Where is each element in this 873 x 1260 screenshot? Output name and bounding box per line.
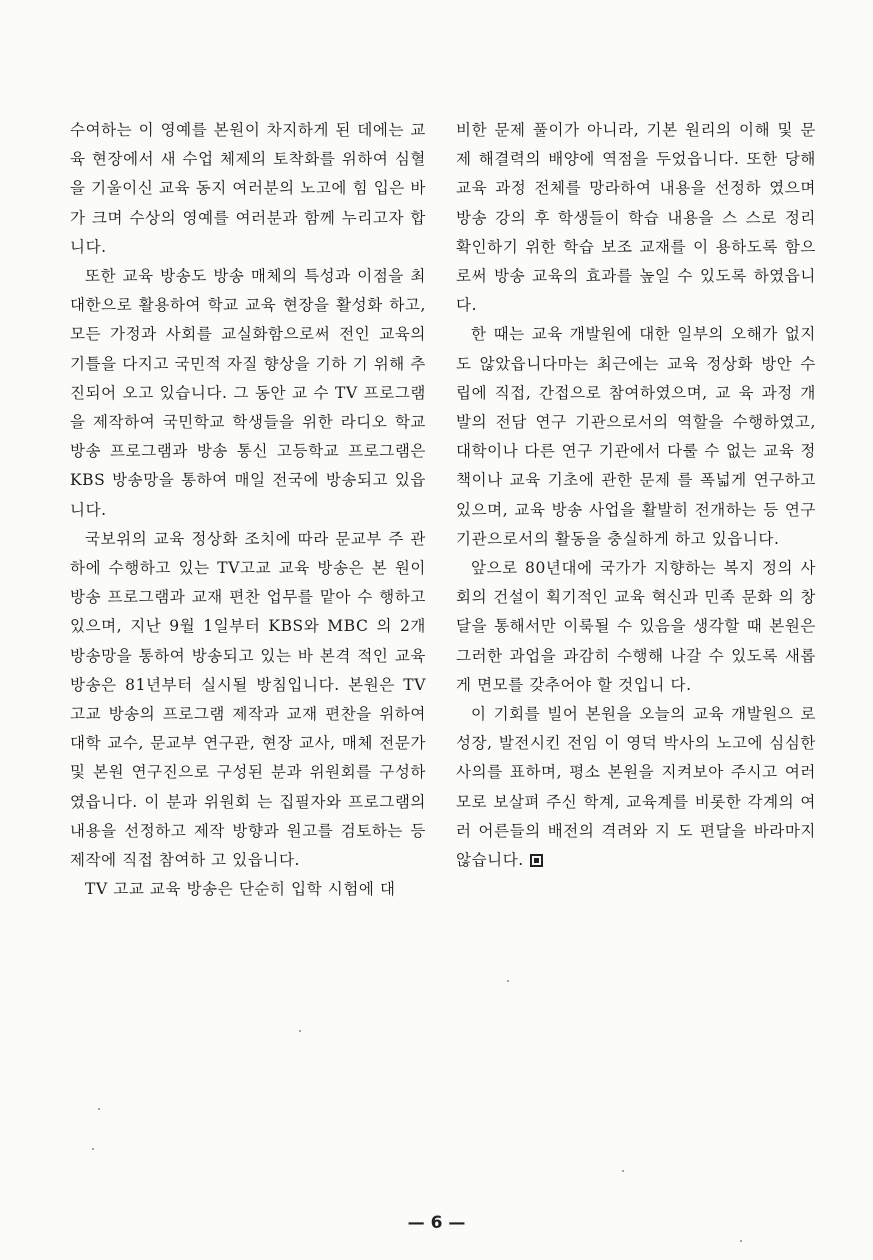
- paragraph: 한 때는 교육 개발원에 대한 일부의 오해가 없지도 않았읍니다마는 최근에는 교육 정상화 방안 수립에 직접, 간접으로 참여하였으며, 교 육 과정 개발의 전담 연구 기관으로서의 역할을 수행하였고, 대학이나 다른 연구 기관에서 다룰 수 없는 교육 정책이나 교육 기초에 관한 문제 를 폭넓게 연구하고 있으며, 교육 방송 사업을 활발히 전개하는 등 연구 기관으로서의 활동을 충실하게 하고 있읍니다.: [456, 325, 816, 548]
- scan-speck: [740, 1240, 742, 1242]
- scan-speck: [622, 1170, 624, 1172]
- left-column: [70, 116, 426, 904]
- scan-speck: [98, 1108, 100, 1110]
- paragraph: 비한 문제 풀이가 아니라, 기본 원리의 이해 및 문제 해결력의 배양에 역점을 두었읍니다. 또한 당해 교육 과정 전체를 망라하여 내용을 선정하 였으며 방송 강의 후 학생들이 학습 내용을 스 스로 정리 확인하기 위한 학습 보조 교재를 이 용하도록 함으로써 방송 교육의 효과를 높일 수 있도록 하였읍니다.: [456, 121, 816, 315]
- right-column: [456, 116, 816, 875]
- scan-speck: [299, 1030, 301, 1032]
- paragraph: 국보위의 교육 정상화 조치에 따라 문교부 주 관하에 수행하고 있는 TV고교 교육 방송은 본 원이 방송 프로그램과 교재 편찬 업무를 맡아 수 행하고 있으며, 지난 9월 1일부터 KBS와 MBC 의 2개 방송망을 통하여 방송되고 있는 바 본격 적인 교육 방송은 81년부터 실시될 방침입니다. 본원은 TV 고교 방송의 프로그램 제작과 교재 편찬을 위하여 대학 교수, 문교부 연구관, 현장 교사, 매체 전문가 및 본원 연구진으로 구성된 분과 위원회를 구성하였읍니다. 이 분과 위원회 는 집필자와 프로그램의 내용을 선정하고 제작 방향과 원고를 검토하는 등 제작에 직접 참여하 고 있읍니다.: [70, 529, 426, 870]
- scan-speck: [92, 1148, 94, 1150]
- paragraph: 또한 교육 방송도 방송 매체의 특성과 이점을 최대한으로 활용하여 학교 교육 현장을 활성화 하고, 모든 가정과 사회를 교실화함으로써 전인 교육의 기틀을 다지고 국민적 자질 향상을 기하 기 위해 추진되어 오고 있습니다. 그 동안 교 수 TV 프로그램을 제작하여 국민학교 학생들을 위한 라디오 학교 방송 프로그램과 방송 통신 고등학교 프로그램은 KBS 방송망을 통하여 매일 전국에 방송되고 있읍니다.: [70, 267, 426, 519]
- paragraph: TV 고교 교육 방송은 단순히 입학 시험에 대: [85, 880, 396, 899]
- paragraph: 이 기회를 빌어 본원을 오늘의 교육 개발원으 로 성장, 발전시킨 전임 이 영덕 박사의 노고에 심심한 사의를 표하며, 평소 본원을 지켜보아 주시고 여러 모로 보살펴 주신 학계, 교육계를 비롯한 각계의 여러 어른들의 배전의 격려와 지 도 편달을 바라마지 않습니다.: [456, 705, 816, 870]
- end-of-article-icon: [530, 854, 543, 867]
- page-number: — 6 —: [407, 1213, 466, 1233]
- paragraph: 앞으로 80년대에 국가가 지향하는 복지 정의 사회의 건설이 획기적인 교육 혁신과 민족 문화 의 창달을 통해서만 이룩될 수 있음을 생각할 때 본원은 그러한 과업을 과감히 수행해 나갈 수 있도록 새롭게 면모를 갖추어야 할 것입니 다.: [456, 559, 816, 694]
- paragraph: 수여하는 이 영예를 본원이 차지하게 된 데에는 교육 현장에서 새 수업 체제의 토착화를 위하여 심혈을 기울이신 교육 동지 여러분의 노고에 힘 입은 바가 크며 수상의 영예를 여러분과 함께 누리고자 합니다.: [70, 121, 426, 256]
- scan-speck: [507, 980, 509, 982]
